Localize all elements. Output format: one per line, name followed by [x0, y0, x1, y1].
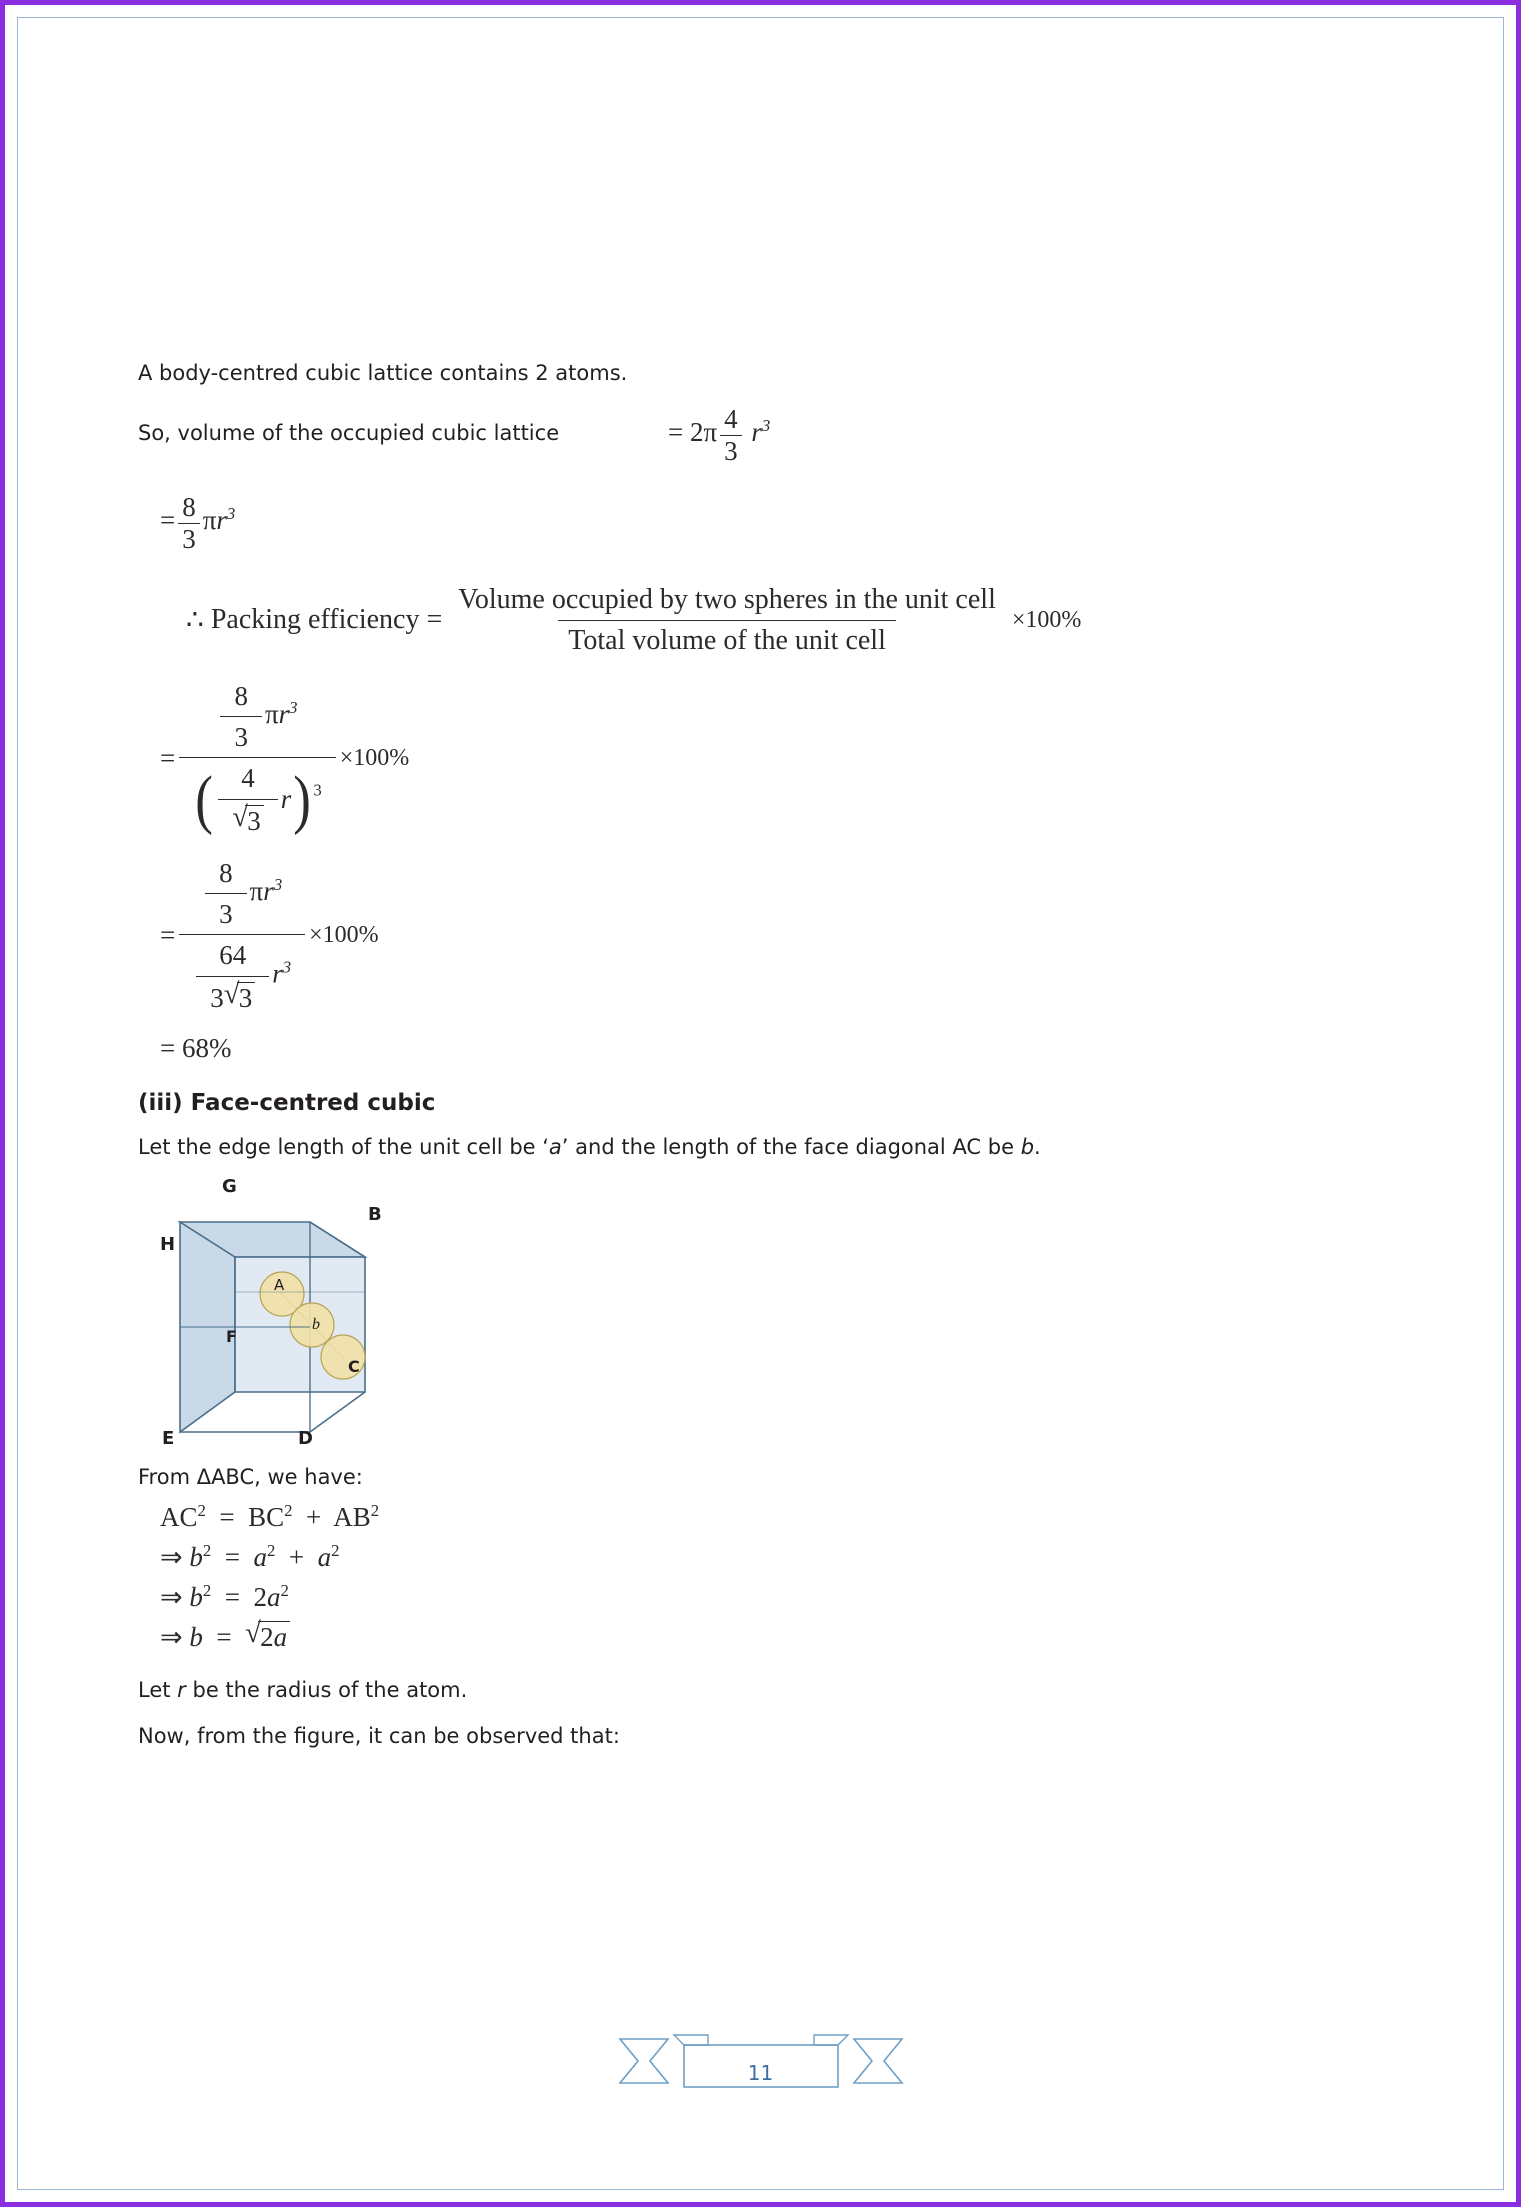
packing-step-2: = $\frac{8}{3}$ $\pi r^3$ $\frac{64}{3 √ 3}$ $r^3$ ×100% [160, 858, 1368, 1013]
figure-label-H: H [160, 1234, 176, 1256]
observed-line: Now, from the figure, it can be observed that: [138, 1724, 620, 1749]
intro-line: A body-centred cubic lattice contains 2 atoms. [138, 361, 628, 385]
figure-label-b: b [312, 1316, 320, 1334]
figure-label-D: D [298, 1428, 313, 1450]
figure-label-G: G [222, 1176, 237, 1198]
figure-label-E: E [162, 1428, 175, 1450]
occupied-volume-label: So, volume of the occupied cubic lattice [138, 421, 560, 446]
section-heading-fcc: (iii) Face-centred cubic [138, 1089, 436, 1116]
packing-result: = 68% [160, 1032, 232, 1063]
radius-line: Let r be the radius of the atom. [138, 1677, 468, 1702]
derivation-line-4: ⇒ b = √ 2a [160, 1621, 1368, 1653]
packing-efficiency-equation: ∴ Packing efficiency = $\frac{\text{Volume occupied by two spheres in the unit cell}}{\text{Total volume of the unit cell}}$ ×100% [186, 583, 1082, 656]
derivation-line-1: $AC^2 = BC^2 + AB^2$ [160, 1500, 380, 1532]
packing-step-1: = $\frac{8}{3}$ $\pi r^3$ ( 4 √ 3 r ) $^3$ ×100% [160, 681, 1368, 836]
fcc-cube-figure [160, 1176, 460, 1452]
page-number: 11 [747, 2061, 774, 2085]
page-content [138, 358, 1368, 1772]
figure-label-C: C [348, 1357, 360, 1377]
packing-efficiency-fraction: $\frac{\text{Volume occupied by two spheres in the unit cell}}{\text{Total volume of the unit cell}}$ [458, 583, 996, 656]
edge-length-line: Let the edge length of the unit cell be ‘a’ and the length of the face diagonal AC be b. [138, 1134, 1041, 1159]
occupied-volume-equation: = 2π $\frac{4}{3}$ $r^3$ [668, 404, 771, 466]
triangle-line: From ΔABC, we have: [138, 1465, 363, 1490]
ribbon-svg [616, 2021, 906, 2099]
page-number-ribbon [616, 2021, 906, 2099]
packing-efficiency-label: Packing efficiency [210, 604, 420, 636]
occupied-volume-line [138, 404, 1368, 466]
cube-diagram-svg [160, 1182, 460, 1452]
derivation-line-3: ⇒ $b^2 = 2a^2$ [160, 1580, 289, 1612]
derivation-line-2: ⇒ $b^2 = a^2 + a^2$ [160, 1540, 340, 1572]
figure-label-A: A [274, 1276, 285, 1295]
figure-label-B: B [368, 1204, 382, 1226]
figure-label-F: F [226, 1327, 237, 1347]
packing-efficiency-percent: ×100% [1011, 606, 1082, 633]
volume-equation: = $\frac{8}{3}$ $\pi r^3$ [160, 492, 236, 554]
page-border-frame [17, 17, 1504, 2190]
